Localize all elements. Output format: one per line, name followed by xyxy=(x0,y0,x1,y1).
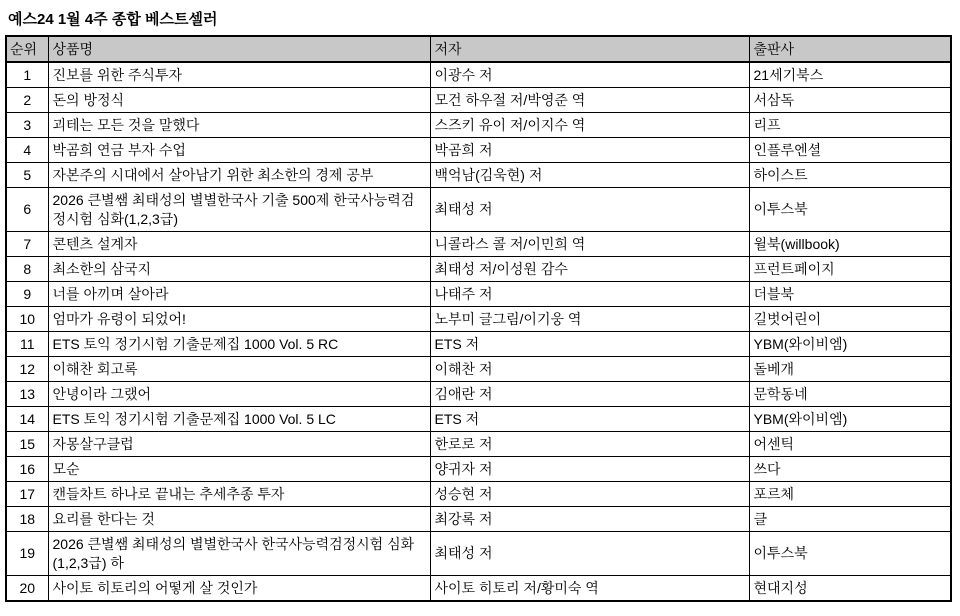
table-row xyxy=(6,282,951,307)
publisher-cell: 이투스북 xyxy=(749,188,951,232)
rank-cell: 17 xyxy=(6,482,48,507)
author-cell: 최강록 저 xyxy=(430,507,749,532)
publisher-cell: 리프 xyxy=(749,113,951,138)
rank-cell: 18 xyxy=(6,507,48,532)
product-name-cell: 자본주의 시대에서 살아남기 위한 최소한의 경제 공부 xyxy=(48,163,430,188)
author-cell: 이해찬 저 xyxy=(430,357,749,382)
rank-cell: 6 xyxy=(6,188,48,232)
product-name-cell: 돈의 방정식 xyxy=(48,88,430,113)
publisher-cell: 현대지성 xyxy=(749,576,951,602)
product-name-cell: 괴테는 모든 것을 말했다 xyxy=(48,113,430,138)
publisher-cell: 더블북 xyxy=(749,282,951,307)
table-row xyxy=(6,138,951,163)
publisher-cell: 윌북(willbook) xyxy=(749,232,951,257)
product-name-cell: 이해찬 회고록 xyxy=(48,357,430,382)
author-cell: 성승현 저 xyxy=(430,482,749,507)
table-row xyxy=(6,482,951,507)
header-author: 저자 xyxy=(430,36,749,62)
author-cell: 백억남(김욱현) 저 xyxy=(430,163,749,188)
table-row xyxy=(6,188,951,232)
author-cell: 스즈키 유이 저/이지수 역 xyxy=(430,113,749,138)
product-name-cell: 박곰희 연금 부자 수업 xyxy=(48,138,430,163)
author-cell: 김애란 저 xyxy=(430,382,749,407)
product-name-cell: ETS 토익 정기시험 기출문제집 1000 Vol. 5 RC xyxy=(48,332,430,357)
author-cell: 최태성 저 xyxy=(430,532,749,576)
publisher-cell: YBM(와이비엠) xyxy=(749,407,951,432)
publisher-cell: YBM(와이비엠) xyxy=(749,332,951,357)
table-row xyxy=(6,307,951,332)
publisher-cell: 클 xyxy=(749,507,951,532)
product-name-cell: 엄마가 유령이 되었어! xyxy=(48,307,430,332)
table-row xyxy=(6,507,951,532)
table-row xyxy=(6,257,951,282)
product-name-cell: 콘텐츠 설계자 xyxy=(48,232,430,257)
table-row xyxy=(6,88,951,113)
table-header xyxy=(6,36,951,62)
product-name-cell: 최소한의 삼국지 xyxy=(48,257,430,282)
table-row xyxy=(6,232,951,257)
author-cell: 최태성 저/이성원 감수 xyxy=(430,257,749,282)
rank-cell: 4 xyxy=(6,138,48,163)
rank-cell: 12 xyxy=(6,357,48,382)
rank-cell: 5 xyxy=(6,163,48,188)
rank-cell: 19 xyxy=(6,532,48,576)
header-rank: 순위 xyxy=(6,36,48,62)
rank-cell: 13 xyxy=(6,382,48,407)
table-row xyxy=(6,382,951,407)
bestseller-table xyxy=(5,35,952,602)
product-name-cell: 진보를 위한 주식투자 xyxy=(48,62,430,88)
author-cell: ETS 저 xyxy=(430,407,749,432)
header-publisher: 출판사 xyxy=(749,36,951,62)
product-name-cell: 모순 xyxy=(48,457,430,482)
product-name-cell: 너를 아끼며 살아라 xyxy=(48,282,430,307)
table-row xyxy=(6,407,951,432)
rank-cell: 10 xyxy=(6,307,48,332)
publisher-cell: 문학동네 xyxy=(749,382,951,407)
table-row xyxy=(6,576,951,602)
rank-cell: 16 xyxy=(6,457,48,482)
rank-cell: 8 xyxy=(6,257,48,282)
publisher-cell: 어센틱 xyxy=(749,432,951,457)
rank-cell: 2 xyxy=(6,88,48,113)
publisher-cell: 돌베개 xyxy=(749,357,951,382)
product-name-cell: 2026 큰별쌤 최태성의 별별한국사 기출 500제 한국사능력검정시험 심화(1,2,3급) xyxy=(48,188,430,232)
author-cell: 한로로 저 xyxy=(430,432,749,457)
publisher-cell: 이투스북 xyxy=(749,532,951,576)
header-row xyxy=(6,36,951,62)
table-row xyxy=(6,357,951,382)
product-name-cell: 사이토 히토리의 어떻게 살 것인가 xyxy=(48,576,430,602)
author-cell: 양귀자 저 xyxy=(430,457,749,482)
publisher-cell: 프런트페이지 xyxy=(749,257,951,282)
table-row xyxy=(6,62,951,88)
publisher-cell: 포르체 xyxy=(749,482,951,507)
author-cell: 노부미 글그림/이기웅 역 xyxy=(430,307,749,332)
product-name-cell: 2026 큰별쌤 최태성의 별별한국사 한국사능력검정시험 심화(1,2,3급) 하 xyxy=(48,532,430,576)
rank-cell: 3 xyxy=(6,113,48,138)
rank-cell: 7 xyxy=(6,232,48,257)
author-cell: 사이토 히토리 저/황미숙 역 xyxy=(430,576,749,602)
product-name-cell: 안녕이라 그랬어 xyxy=(48,382,430,407)
author-cell: 이광수 저 xyxy=(430,62,749,88)
table-row xyxy=(6,457,951,482)
rank-cell: 14 xyxy=(6,407,48,432)
table-body xyxy=(6,62,951,601)
table-row xyxy=(6,332,951,357)
table-row xyxy=(6,532,951,576)
table-row xyxy=(6,163,951,188)
rank-cell: 20 xyxy=(6,576,48,602)
author-cell: 니콜라스 콜 저/이민희 역 xyxy=(430,232,749,257)
author-cell: 나태주 저 xyxy=(430,282,749,307)
author-cell: 최태성 저 xyxy=(430,188,749,232)
product-name-cell: 캔들차트 하나로 끝내는 추세추종 투자 xyxy=(48,482,430,507)
product-name-cell: ETS 토익 정기시험 기출문제집 1000 Vol. 5 LC xyxy=(48,407,430,432)
rank-cell: 1 xyxy=(6,62,48,88)
product-name-cell: 자몽살구클럽 xyxy=(48,432,430,457)
publisher-cell: 서삼독 xyxy=(749,88,951,113)
page-title: 예스24 1월 4주 종합 베스트셀러 xyxy=(8,11,218,28)
header-product-name: 상품명 xyxy=(48,36,430,62)
publisher-cell: 길벗어린이 xyxy=(749,307,951,332)
rank-cell: 9 xyxy=(6,282,48,307)
publisher-cell: 쓰다 xyxy=(749,457,951,482)
table-row xyxy=(6,432,951,457)
publisher-cell: 인플루엔셜 xyxy=(749,138,951,163)
product-name-cell: 요리를 한다는 것 xyxy=(48,507,430,532)
author-cell: 박곰희 저 xyxy=(430,138,749,163)
author-cell: ETS 저 xyxy=(430,332,749,357)
rank-cell: 11 xyxy=(6,332,48,357)
rank-cell: 15 xyxy=(6,432,48,457)
author-cell: 모건 하우절 저/박영준 역 xyxy=(430,88,749,113)
publisher-cell: 하이스트 xyxy=(749,163,951,188)
publisher-cell: 21세기북스 xyxy=(749,62,951,88)
table-row xyxy=(6,113,951,138)
